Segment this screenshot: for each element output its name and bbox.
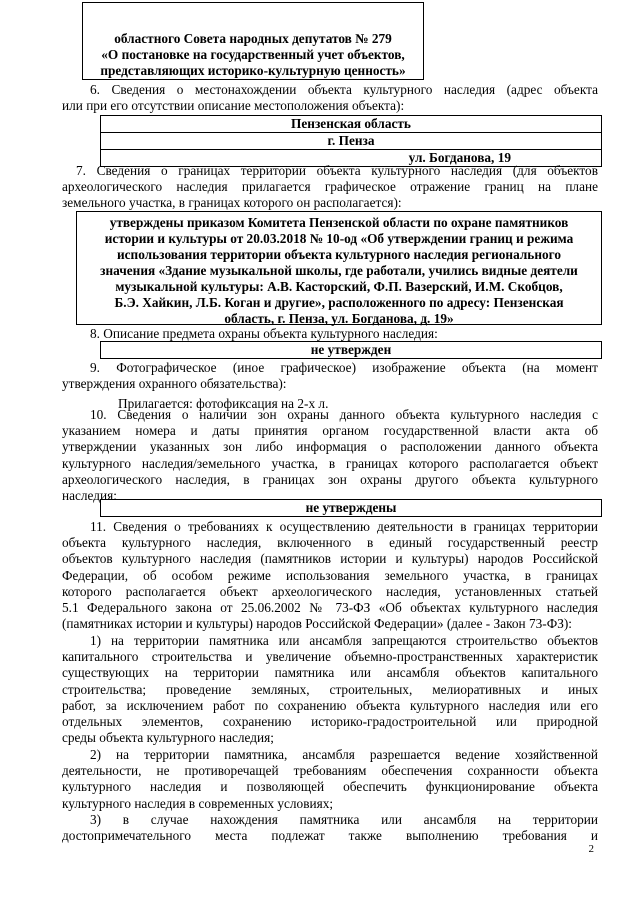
text-line: 6. Сведения о местонахождении объекта культурного наследия (адрес объекта xyxy=(90,82,598,97)
text-line: археологического наследия, в границах зон охраны другого объекта культурного xyxy=(62,471,598,487)
text-line: строительства; проведение земляных, строительных, мелиоративных и иных xyxy=(62,681,598,697)
text-line: 5.1 Федерального закона от 25.06.2002 № 73-ФЗ «Об объектах культурного наследия xyxy=(62,600,598,616)
text-line: или при его отсутствии описание местоположения объекта): xyxy=(62,98,405,114)
photo-note: Прилагается: фотофиксация на 2-х л. xyxy=(118,396,329,412)
text-line: 10. Сведения о наличии зон охраны данного объекта культурного наследия с xyxy=(90,407,598,422)
section-11-item-3 xyxy=(62,812,598,844)
text-line: культурного наследия в современных условиях; xyxy=(62,795,334,811)
text-line: утверждения охранного обязательства): xyxy=(62,376,287,392)
decree-title-line: областного Совета народных депутатов № 279 xyxy=(114,31,392,46)
section-11-item-1 xyxy=(62,633,598,746)
text-line: земельного участка, в границах которого он располагается): xyxy=(62,195,402,211)
decree-title-line: «О постановке на государственный учет объектов, xyxy=(101,47,405,62)
text-line: работ, за исключением работ по сохранению объекта культурного наследия или его xyxy=(62,697,598,713)
text-line: использования территории объекта культурного наследия регионального xyxy=(116,247,562,262)
text-line: 8. Описание предмета охраны объекта культурного наследия: xyxy=(90,326,438,341)
text-line: наследия: xyxy=(62,488,117,504)
text-line: Федерации, об особом режиме использования земельного участка, в границах xyxy=(62,567,598,583)
decree-title-line: представляющих историко-культурную ценность» xyxy=(100,63,406,78)
section-8-paragraph xyxy=(62,326,598,342)
text-line: 2) на территории памятника, ансамбля разрешается ведение хозяйственной xyxy=(90,747,598,762)
text-line: 3) в случае нахождения памятника или ансамбля на территории xyxy=(90,812,598,827)
page-number: 2 xyxy=(588,843,594,855)
section-6-paragraph xyxy=(62,82,598,114)
address-region-box xyxy=(100,115,602,133)
text-line: объекта культурного наследия, включенного в единый государственный реестр xyxy=(62,535,598,551)
protection-subject-box xyxy=(100,341,602,359)
text-line: среды объекта культурного наследия; xyxy=(62,730,274,746)
text-line: 1) на территории памятника или ансамбля запрещаются строительство объектов xyxy=(90,633,598,648)
text-line: которого располагается объект археологического наследия, установленных статьей xyxy=(62,583,598,599)
text-line: значения «Здание музыкальной школы, где работали, учились видные деятели xyxy=(100,263,578,278)
text-line: отдельных элементов, сохранению историко-градостроительной или природной xyxy=(62,714,598,730)
text-line: утверждении указанных зон либо информация о расположении данного объекта xyxy=(62,439,598,455)
text-line: музыкальной культуры: А.В. Касторский, Ф.П. Вазерский, И.М. Скобцов, xyxy=(115,279,563,294)
section-10-paragraph xyxy=(62,407,598,504)
boundaries-approval-box xyxy=(76,211,602,325)
text-line: существующих на территории памятника или ансамбля объектов капитального xyxy=(62,665,598,681)
address-city: г. Пенза xyxy=(327,133,375,148)
text-line: 11. Сведения о требованиях к осуществлению деятельности в границах территории xyxy=(90,519,598,534)
text-line: указанием номера и даты принятия органом государственной власти акта об xyxy=(62,423,598,439)
text-line: деятельности, не противоречащей требованиям обеспечения сохранности объекта xyxy=(62,763,598,779)
protection-zones-box xyxy=(100,499,602,517)
text-line: 9. Фотографическое (иное графическое) изображение объекта (на момент xyxy=(90,360,598,375)
status-not-approved: не утверждены xyxy=(305,500,397,515)
address-street: ул. Богданова, 19 xyxy=(408,150,511,165)
text-line: капитального строительства и увеличение объемно-пространственных характеристик xyxy=(62,649,598,665)
section-11-paragraph xyxy=(62,519,598,632)
section-7-paragraph xyxy=(62,163,598,212)
address-region: Пензенская область xyxy=(291,116,411,131)
decree-title-box xyxy=(82,2,424,80)
text-line: (памятниках истории и культуры) народов Российской Федерации» (далее - Закон 73-ФЗ): xyxy=(62,616,572,632)
address-city-box xyxy=(100,132,602,150)
text-line: область, г. Пенза, ул. Богданова, д. 19» xyxy=(224,311,454,326)
text-line: утверждены приказом Комитета Пензенской области по охране памятников xyxy=(109,215,569,230)
text-line: достопримечательного места подлежат также выполнению требования и xyxy=(62,828,598,844)
text-line: Б.Э. Хайкин, Л.Б. Коган и другие», расположенного по адресу: Пензенская xyxy=(114,295,564,310)
text-line: культурного наследия/земельного участка, в границах которого располагается объект xyxy=(62,455,598,471)
section-9-paragraph xyxy=(62,360,598,413)
status-not-approved: не утвержден xyxy=(310,342,392,357)
text-line: истории и культуры от 20.03.2018 № 10-од «Об утверждении границ и режима xyxy=(104,231,574,246)
text-line: 7. Сведения о границах территории объекта культурного наследия (для объектов xyxy=(76,163,598,178)
text-line: археологического наследия прилагается графическое отражение границ на плане xyxy=(62,179,598,195)
text-line: культурного наследия и позволяющей обеспечить функционирование объекта xyxy=(62,779,598,795)
text-line: объектов культурного наследия (памятников истории и культуры) народов Российской xyxy=(62,551,598,567)
section-11-item-2 xyxy=(62,747,598,812)
